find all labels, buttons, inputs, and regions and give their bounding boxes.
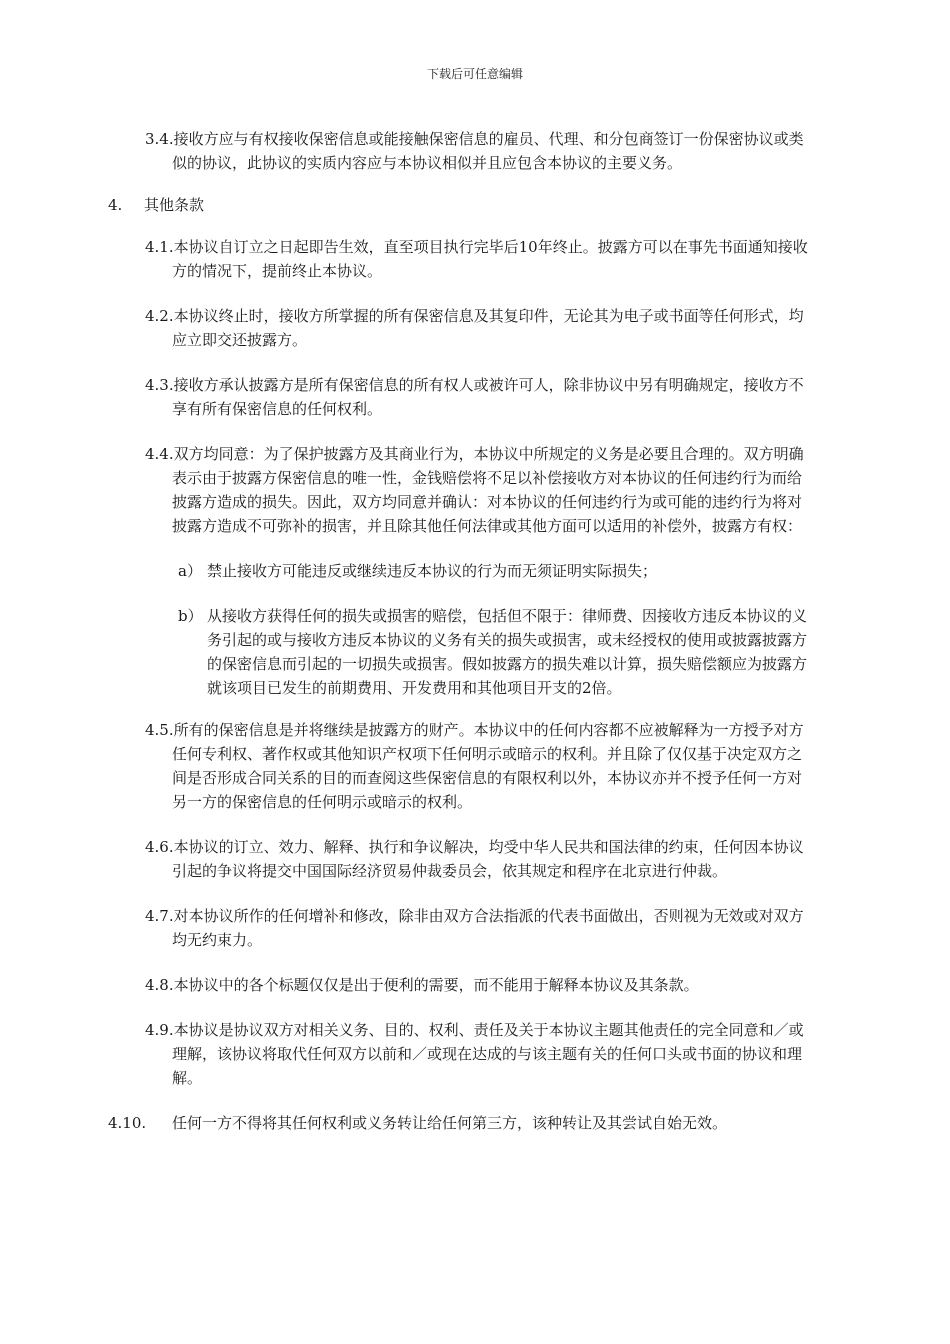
clause-text: 本协议是协议双方对相关义务、目的、权利、责任及关于本协议主题其他责任的完全同意和／或理解，该协议将取代任何双方以前和／或现在达成的与该主题有关的任何口头或书面的协议和理解。 bbox=[172, 1021, 804, 1087]
clause-text: 任何一方不得将其任何权利或义务转让给任何第三方，该种转让及其尝试自始无效。 bbox=[172, 1114, 728, 1132]
clause-4-5 bbox=[108, 718, 808, 814]
clause-text: 本协议中的各个标题仅仅是出于便利的需要，而不能用于解释本协议及其条款。 bbox=[173, 976, 699, 994]
sub-item-text: 从接收方获得任何的损失或损害的赔偿，包括但不限于：律师费、因接收方违反本协议的义务引起的或与接收方违反本协议的义务有关的损失或损害，或未经授权的使用或披露披露方的保密信息而引起的一切损失或损害。假如披露方的损失难以计算，损失赔偿额应为披露方就该项目已发生的前期费用、开发费用和其他项目开支的2倍。 bbox=[207, 607, 808, 697]
clause-number: 3.4. bbox=[145, 130, 174, 148]
clause-text: 双方均同意：为了保护披露方及其商业行为，本协议中所规定的义务是必要且合理的。双方明确表示由于披露方保密信息的唯一性，金钱赔偿将不足以补偿接收方对本协议的任何违约行为而给披露方造成的损失。因此，双方均同意并确认：对本协议的任何违约行为或可能的违约行为将对披露方造成不可弥补的损害，并且除其他任何法律或其他方面可以适用的补偿外，披露方有权： bbox=[172, 445, 804, 535]
clause-text: 接收方应与有权接收保密信息或能接触保密信息的雇员、代理、和分包商签订一份保密协议或类似的协议，此协议的实质内容应与本协议相似并且应包含本协议的主要义务。 bbox=[172, 130, 804, 172]
clause-number: 4.7. bbox=[145, 907, 174, 925]
clause-number: 4.6. bbox=[145, 838, 174, 856]
clause-number: 4.4. bbox=[145, 445, 174, 463]
clause-number: 4.9. bbox=[145, 1021, 174, 1039]
page-header: 下载后可任意编辑 bbox=[426, 67, 523, 81]
clause-4-8 bbox=[108, 973, 808, 997]
clause-text: 本协议的订立、效力、解释、执行和争议解决，均受中华人民共和国法律的约束，任何因本协议引起的争议将提交中国国际经济贸易仲裁委员会，依其规定和程序在北京进行仲裁。 bbox=[172, 838, 804, 880]
sub-item-a bbox=[108, 559, 808, 583]
section-title: 其他条款 bbox=[144, 196, 205, 214]
document-body bbox=[108, 127, 808, 1135]
clause-4-3 bbox=[108, 373, 808, 421]
clause-4-1 bbox=[108, 235, 808, 283]
clause-text: 接收方承认披露方是所有保密信息的所有权人或被许可人，除非协议中另有明确规定，接收方不享有所有保密信息的任何权利。 bbox=[172, 376, 804, 418]
clause-4-2 bbox=[108, 304, 808, 352]
clause-3-4 bbox=[108, 127, 808, 175]
sub-item-marker: b） bbox=[178, 607, 203, 625]
clause-number: 4.2. bbox=[145, 307, 174, 325]
clause-4-4 bbox=[108, 442, 808, 538]
clause-number: 4.10. bbox=[108, 1114, 147, 1132]
clause-4-7 bbox=[108, 904, 808, 952]
clause-text: 对本协议所作的任何增补和修改，除非由双方合法指派的代表书面做出，否则视为无效或对双方均无约束力。 bbox=[172, 907, 804, 949]
section-heading-4 bbox=[108, 193, 808, 217]
clause-4-6 bbox=[108, 835, 808, 883]
sub-item-text: 禁止接收方可能违反或继续违反本协议的行为而无须证明实际损失； bbox=[207, 562, 658, 580]
clause-text: 本协议终止时，接收方所掌握的所有保密信息及其复印件，无论其为电子或书面等任何形式，均应立即交还披露方。 bbox=[172, 307, 804, 349]
clause-text: 所有的保密信息是并将继续是披露方的财产。本协议中的任何内容都不应被解释为一方授予对方任何专利权、著作权或其他知识产权项下任何明示或暗示的权利。并且除了仅仅基于决定双方之间是否形成合同关系的目的而查阅这些保密信息的有限权利以外，本协议亦并不授予任何一方对另一方的保密信息的任何明示或暗示的权利。 bbox=[172, 721, 804, 811]
clause-4-10 bbox=[108, 1111, 808, 1135]
clause-4-9 bbox=[108, 1018, 808, 1090]
clause-text: 本协议自订立之日起即告生效，直至项目执行完毕后10年终止。披露方可以在事先书面通知接收方的情况下，提前终止本协议。 bbox=[172, 238, 808, 280]
clause-number: 4.5. bbox=[145, 721, 174, 739]
sub-item-marker: a） bbox=[178, 562, 202, 580]
clause-number: 4.3. bbox=[145, 376, 174, 394]
clause-number: 4.8. bbox=[145, 976, 174, 994]
clause-number: 4.1. bbox=[145, 238, 174, 256]
sub-item-b bbox=[108, 604, 808, 700]
section-number: 4. bbox=[108, 196, 123, 214]
